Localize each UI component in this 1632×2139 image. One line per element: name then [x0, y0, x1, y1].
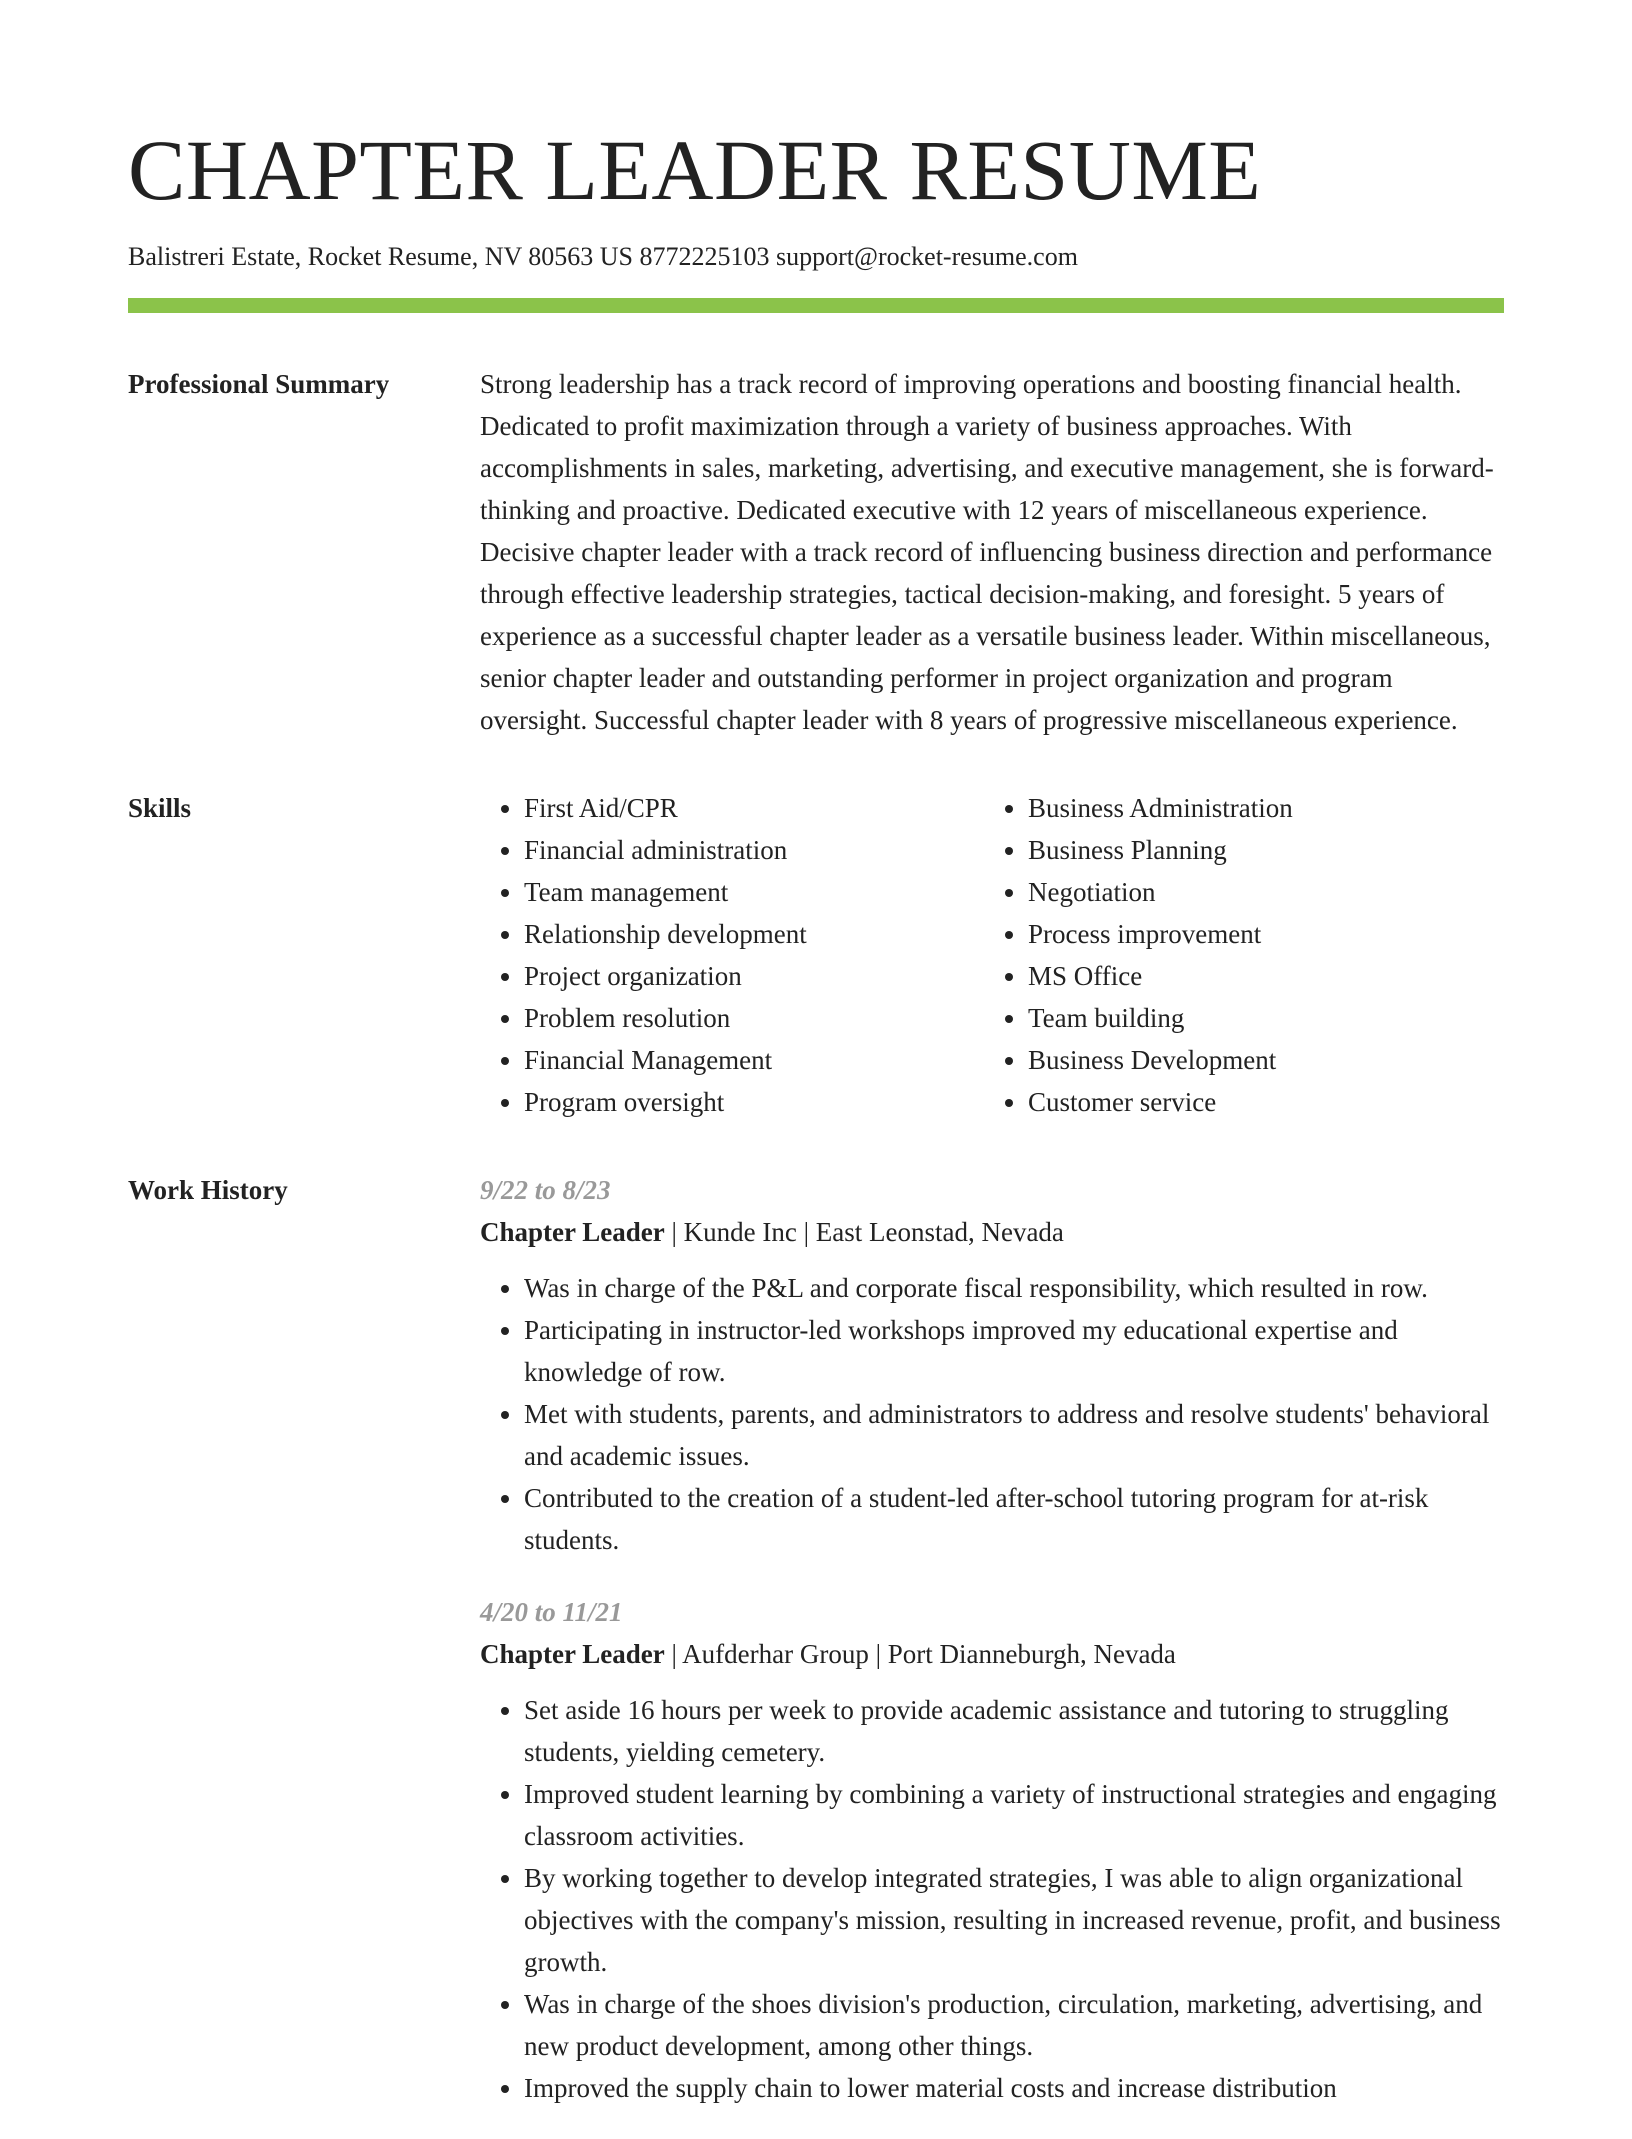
job-bullet: • Was in charge of the shoes division's production, circulation, marketing, advertising, and new product development, among other things.	[524, 1983, 1504, 2067]
job-heading	[480, 1633, 1504, 1675]
job-bullets	[480, 1267, 1504, 1561]
job-title: Chapter Leader	[480, 1639, 665, 1669]
job-bullets	[480, 1689, 1504, 2109]
skill-item: • Financial administration	[524, 829, 984, 871]
job-title: Chapter Leader	[480, 1217, 665, 1247]
work-history-body	[480, 1169, 1504, 2139]
skill-item: • First Aid/CPR	[524, 787, 984, 829]
skills-columns	[480, 787, 1504, 1123]
job-bullet: • Contributed to the creation of a student-led after-school tutoring program for at-risk students.	[524, 1477, 1504, 1561]
job-bullet: • By working together to develop integrated strategies, I was able to align organizational objectives with the company's mission, resulting in increased revenue, profit, and business growth.	[524, 1857, 1504, 1983]
skills-body	[480, 787, 1504, 1123]
skill-item: • Customer service	[1028, 1081, 1488, 1123]
job-details: | Aufderhar Group | Port Dianneburgh, Nevada	[664, 1639, 1176, 1669]
skill-item: • Negotiation	[1028, 871, 1488, 913]
skill-item: • MS Office	[1028, 955, 1488, 997]
skill-item: • Project organization	[524, 955, 984, 997]
contact-line: Balistreri Estate, Rocket Resume, NV 80563 US 8772225103 support@rocket-resume.com	[128, 242, 1078, 271]
job-details: | Kunde Inc | East Leonstad, Nevada	[664, 1217, 1064, 1247]
resume-page	[128, 0, 1504, 2139]
summary-text: Strong leadership has a track record of improving operations and boosting financial health. Dedicated to profit maximization through a variety of business approaches. With accomplishments in sales, marketing, advertising, and executive management, she is forward-thinking and proactive. Dedicated executive with 12 years of miscellaneous experience. Decisive chapter leader with a track record of influencing business direction and performance through effective leadership strategies, tactical decision-making, and foresight. 5 years of experience as a successful chapter leader as a versatile business leader. Within miscellaneous, senior chapter leader and outstanding performer in project organization and program oversight. Successful chapter leader with 8 years of progressive miscellaneous experience.	[480, 369, 1494, 735]
skill-item: • Program oversight	[524, 1081, 984, 1123]
skill-item: • Business Development	[1028, 1039, 1488, 1081]
resume-title: CHAPTER LEADER RESUME	[128, 122, 1262, 218]
skill-item: • Business Administration	[1028, 787, 1488, 829]
job-entry	[480, 1591, 1504, 2109]
professional-summary-section	[128, 363, 1504, 741]
job-bullet: • Met with students, parents, and administrators to address and resolve students' behavioral and academic issues.	[524, 1393, 1504, 1477]
job-bullet: • Improved the supply chain to lower material costs and increase distribution	[524, 2067, 1504, 2109]
skill-item: • Financial Management	[524, 1039, 984, 1081]
section-label-summary: Professional Summary	[128, 369, 390, 399]
job-dates: 9/22 to 8/23	[480, 1175, 611, 1205]
section-label-work-history: Work History	[128, 1175, 288, 1205]
skill-item: • Team management	[524, 871, 984, 913]
job-bullet: • Was in charge of the P&L and corporate fiscal responsibility, which resulted in row.	[524, 1267, 1504, 1309]
skill-item: • Problem resolution	[524, 997, 984, 1039]
job-bullet: • Participating in instructor-led workshops improved my educational expertise and knowledge of row.	[524, 1309, 1504, 1393]
work-history-section	[128, 1169, 1504, 2139]
section-label-skills: Skills	[128, 793, 192, 823]
skill-item: • Business Planning	[1028, 829, 1488, 871]
job-entry	[480, 1169, 1504, 1561]
skill-item: • Team building	[1028, 997, 1488, 1039]
skill-item: • Relationship development	[524, 913, 984, 955]
skills-section	[128, 787, 1504, 1123]
skills-list-left	[480, 787, 984, 1123]
job-heading	[480, 1211, 1504, 1253]
job-bullet: • Set aside 16 hours per week to provide academic assistance and tutoring to struggling students, yielding cemetery.	[524, 1689, 1504, 1773]
job-dates: 4/20 to 11/21	[480, 1597, 623, 1627]
job-bullet: • Improved student learning by combining a variety of instructional strategies and engaging classroom activities.	[524, 1773, 1504, 1857]
summary-body	[480, 363, 1504, 741]
skill-item: • Process improvement	[1028, 913, 1488, 955]
accent-divider	[128, 298, 1504, 313]
skills-list-right	[984, 787, 1488, 1123]
